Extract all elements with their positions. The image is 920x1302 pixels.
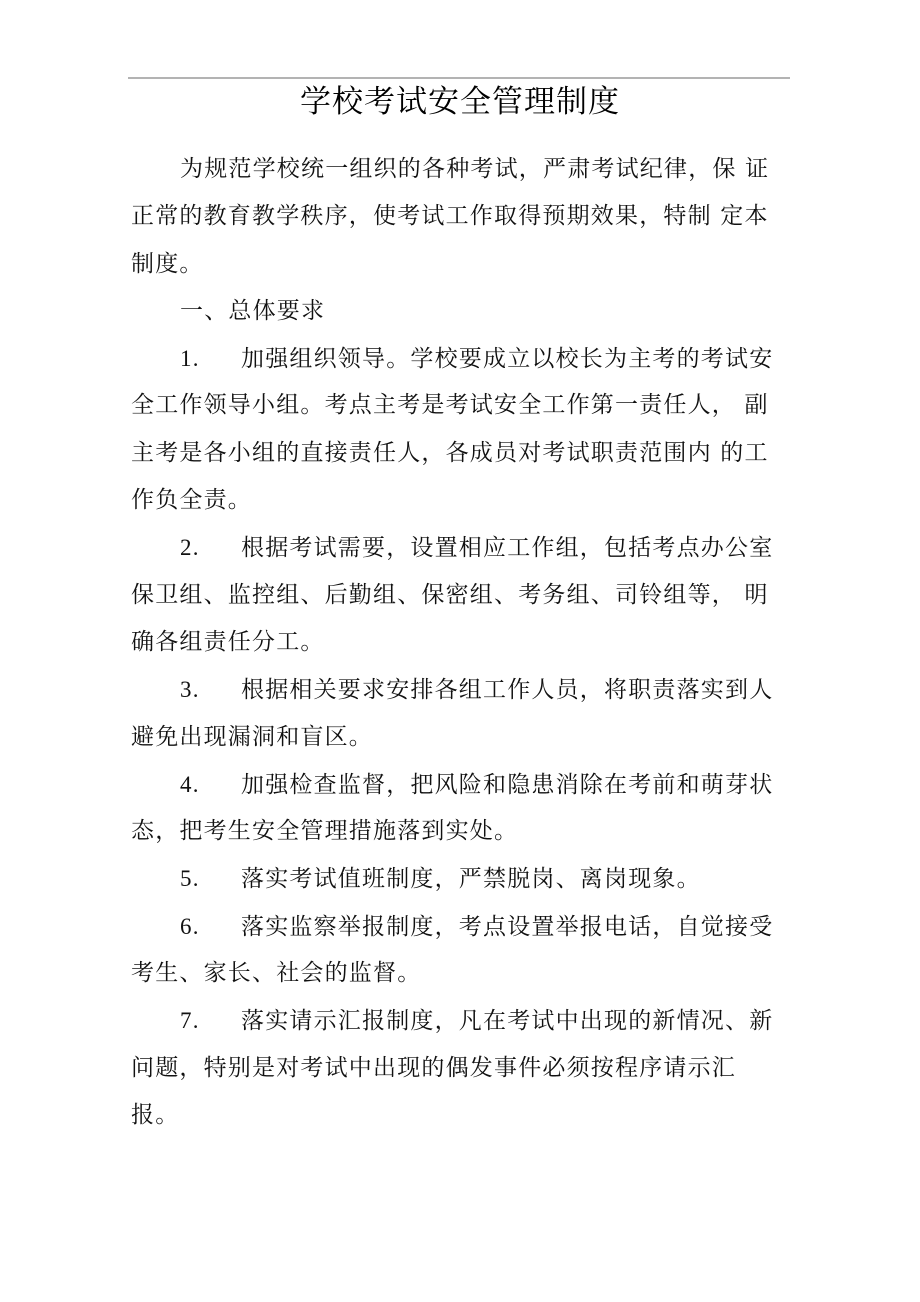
- item-number: 3.: [180, 677, 200, 703]
- document-body: [131, 146, 791, 1139]
- item-number: 7.: [180, 1008, 200, 1034]
- item-text: 根据相关要求安排各组工作人员，将职责落实到人: [241, 677, 774, 704]
- intro-paragraph: [131, 146, 791, 288]
- text-line: 作负全责。: [131, 487, 252, 514]
- section-heading: 一、总体要求: [180, 297, 326, 324]
- text-line: 正常的教育教学秩序，使考试工作取得预期效果，特制 定本: [131, 203, 769, 230]
- text-line: 为规范学校统一组织的各种考试，严肃考试纪律，保 证: [180, 156, 770, 182]
- text-line: 主考是各小组的直接责任人，各成员对考试职责范围内 的工: [131, 439, 769, 466]
- item-number: 1.: [180, 346, 200, 372]
- item-text: 根据考试需要，设置相应工作组，包括考点办公室: [241, 535, 774, 562]
- item-number: 5.: [180, 866, 200, 892]
- text-line: 制度。: [131, 250, 204, 277]
- item-text: 落实监察举报制度，考点设置举报电话，自觉接受: [241, 913, 774, 940]
- text-line: 报。: [131, 1101, 180, 1128]
- text-line: 确各组责任分工。: [131, 628, 325, 655]
- text-line: 态，把考生安全管理措施落到实处。: [131, 818, 519, 845]
- list-item: [131, 855, 791, 902]
- text-line: 问题，特别是对考试中出现的偶发事件必须按程序请示汇: [131, 1054, 736, 1081]
- text-line: 考生、家长、社会的监督。: [131, 960, 422, 987]
- item-number: 4.: [180, 771, 200, 797]
- list-item: [131, 761, 791, 856]
- list-item: [131, 666, 791, 761]
- header-rule: [128, 77, 790, 79]
- item-number: 2.: [180, 535, 200, 561]
- item-number: 6.: [180, 913, 200, 939]
- text-line: 全工作领导小组。考点主考是考试安全工作第一责任人， 副: [131, 392, 769, 419]
- text-line: 保卫组、监控组、后勤组、保密组、考务组、司铃组等， 明: [131, 581, 769, 608]
- list-item: [131, 997, 791, 1139]
- text-line: 避免出现漏洞和盲区。: [131, 723, 373, 750]
- item-text: 加强组织领导。学校要成立以校长为主考的考试安: [241, 346, 774, 373]
- list-item: [131, 524, 791, 666]
- item-text: 加强检查监督，把风险和隐患消除在考前和萌芽状: [241, 771, 774, 798]
- item-text: 落实考试值班制度，严禁脱岗、离岗现象。: [241, 866, 701, 893]
- document-title: 学校考试安全管理制度: [300, 84, 620, 120]
- list-item: [131, 903, 791, 998]
- item-text: 落实请示汇报制度，凡在考试中出现的新情况、新: [241, 1008, 774, 1035]
- list-item: [131, 335, 791, 524]
